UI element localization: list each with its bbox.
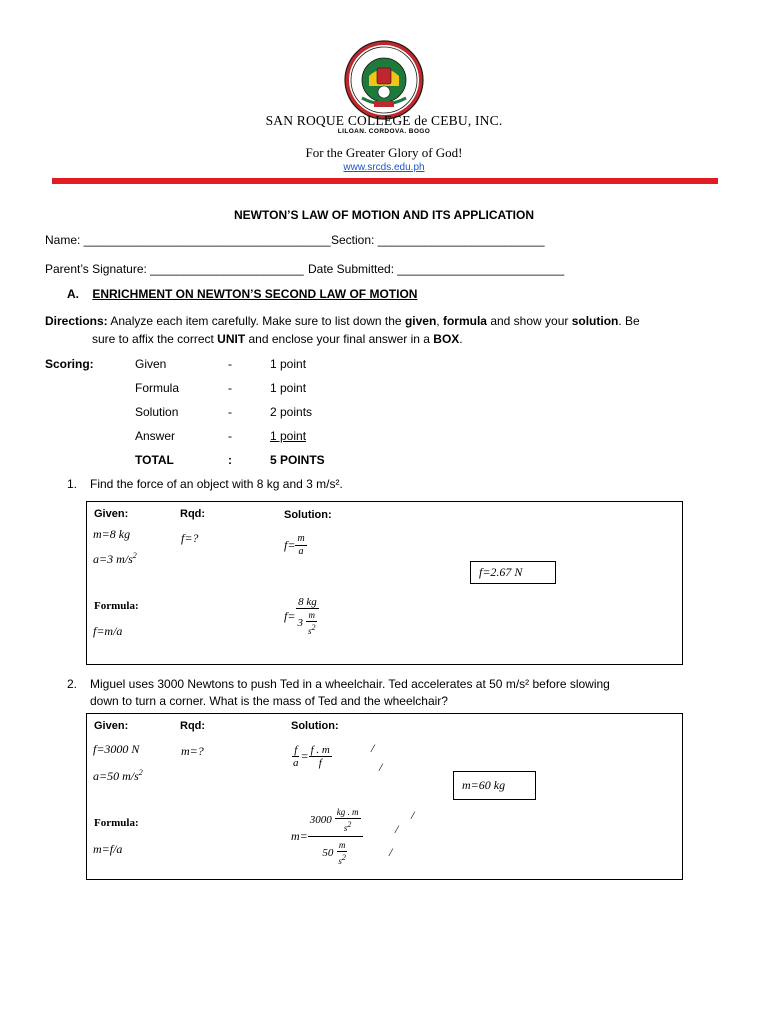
scoring-points: 1 point bbox=[270, 429, 307, 443]
question-2-answer-box bbox=[86, 713, 683, 880]
question-1-text: Find the force of an object with 8 kg and 3 m/s². bbox=[90, 477, 343, 491]
question-1-answer-box bbox=[86, 501, 683, 665]
school-campuses: LILOAN. CORDOVA. BOGO bbox=[337, 128, 431, 135]
q2-formula: m=f/a bbox=[93, 842, 123, 856]
q2-sol1-den-r: f bbox=[318, 757, 322, 769]
q2-sol1-eq: = bbox=[300, 749, 309, 763]
q1-rqd-label: Rqd: bbox=[180, 508, 206, 520]
q2-cancel-mark: / bbox=[389, 845, 393, 859]
section-a-heading bbox=[67, 287, 417, 301]
q2-sol2-num-num: kg . m bbox=[336, 807, 359, 817]
q1-solution-step1 bbox=[284, 533, 307, 558]
question-2-number: 2. bbox=[67, 677, 78, 691]
school-motto: For the Greater Glory of God! bbox=[305, 145, 463, 160]
scoring-sep: - bbox=[228, 357, 232, 371]
q1-given-label: Given: bbox=[94, 508, 129, 520]
scoring-total-points: 5 POINTS bbox=[270, 453, 325, 467]
scoring-item: Formula bbox=[135, 381, 180, 395]
section-field: Section: _________________________ bbox=[331, 233, 545, 247]
q2-cancel-mark: / bbox=[379, 760, 383, 774]
question-1-number: 1. bbox=[67, 477, 78, 491]
directions-part: and enclose your final answer in a bbox=[245, 332, 434, 346]
q2-solution-step2: m= 3000 $\frac{kg . m}{s^2}$ 50 $\frac{m}{s^2}$ bbox=[291, 806, 363, 867]
parent-signature-field: Parent’s Signature: _______________________ bbox=[45, 262, 304, 276]
q2-cancel-mark: / bbox=[411, 808, 415, 822]
q1-sol2-den-coef: 3 bbox=[297, 617, 303, 629]
q2-sol2-den-den: s bbox=[338, 856, 342, 866]
q2-formula-label: Formula: bbox=[94, 817, 139, 829]
directions-solution: solution bbox=[571, 314, 619, 328]
q2-sol2-num-coef: 3000 bbox=[309, 814, 332, 826]
q1-sol-lhs: f= bbox=[284, 609, 296, 623]
q2-required: m=? bbox=[181, 744, 204, 758]
q1-final-answer-box: f=2.67 N bbox=[470, 561, 556, 584]
q1-sol2-num: 8 kg bbox=[298, 596, 317, 608]
directions-unit: UNIT bbox=[217, 332, 246, 346]
scoring-total-item: TOTAL bbox=[135, 453, 174, 467]
q1-formula-label: Formula: bbox=[94, 600, 139, 612]
q2-cancel-mark: / bbox=[371, 741, 375, 755]
directions-part: Analyze each item carefully. Make sure to list down the bbox=[107, 314, 405, 328]
scoring-points: 2 points bbox=[270, 405, 313, 419]
q2-sol1-den-l: a bbox=[293, 757, 299, 769]
q2-cancel-mark: / bbox=[395, 822, 399, 836]
q2-sol2-lhs: m= bbox=[291, 829, 308, 843]
q2-given-acceleration: a=50 $m/s^2$ bbox=[93, 768, 143, 783]
name-field: Name: _____________________________________ bbox=[45, 233, 331, 247]
question-2-text-line1: Miguel uses 3000 Newtons to push Ted in a wheelchair. Ted accelerates at 50 m/s² before slowing bbox=[90, 677, 610, 691]
q1-required: f=? bbox=[181, 531, 199, 545]
scoring-sep: - bbox=[228, 429, 232, 443]
scoring-points: 1 point bbox=[270, 357, 307, 371]
q2-given-label: Given: bbox=[94, 720, 129, 732]
q1-sol2-den-num: m bbox=[308, 610, 315, 620]
worksheet-title: NEWTON’S LAW OF MOTION AND ITS APPLICATION bbox=[234, 208, 534, 222]
q2-sol1-num-r: f . m bbox=[310, 744, 330, 756]
directions-part: and show your bbox=[486, 314, 572, 328]
directions-part: . bbox=[459, 332, 463, 346]
directions-label: Directions: bbox=[45, 314, 108, 328]
scoring-item: Solution bbox=[135, 405, 179, 419]
directions-part: , bbox=[436, 314, 443, 328]
section-a-title: ENRICHMENT ON NEWTON’S SECOND LAW OF MOTION bbox=[92, 287, 418, 301]
q2-given-acceleration-value: a=50 m/s bbox=[93, 769, 139, 783]
q2-given-force: f=3000 N bbox=[93, 742, 140, 756]
q1-solution-label: Solution: bbox=[284, 509, 332, 521]
q1-solution-step2: f= 8 kg 3 $\frac{m}{s^2}$ bbox=[284, 596, 317, 636]
directions-formula: formula bbox=[442, 314, 487, 328]
q2-solution-step1 bbox=[291, 744, 332, 769]
directions-box: BOX bbox=[433, 332, 460, 346]
scoring-sep: : bbox=[228, 453, 232, 467]
school-seal-logo bbox=[344, 40, 424, 120]
school-website-link[interactable]: www.srcds.edu.ph bbox=[343, 162, 425, 173]
q1-sol2-den-den: s bbox=[307, 626, 312, 636]
q2-final-answer-box: m=60 kg bbox=[453, 771, 536, 800]
school-name: SAN ROQUE COLLEGE de CEBU, INC. bbox=[265, 113, 503, 128]
q1-sol-lhs: f= bbox=[284, 538, 296, 552]
directions-text bbox=[45, 312, 725, 348]
q2-rqd-label: Rqd: bbox=[180, 720, 206, 732]
q1-given-acceleration: a=3 $m/s^2$ bbox=[93, 551, 137, 566]
scoring-label: Scoring: bbox=[45, 357, 94, 371]
scoring-item: Given bbox=[135, 357, 167, 371]
section-a-letter: A. bbox=[67, 287, 79, 301]
q1-formula: f=m/a bbox=[93, 624, 123, 638]
q1-given-acceleration-value: a=3 m/s bbox=[93, 552, 133, 566]
scoring-sep: - bbox=[228, 381, 232, 395]
q2-sol2-num-den: s bbox=[343, 823, 348, 833]
q2-solution-label: Solution: bbox=[291, 720, 339, 732]
q2-sol2-den-coef: 50 bbox=[322, 847, 334, 859]
q1-sol1-den: a bbox=[298, 546, 304, 557]
question-2-text-line2: down to turn a corner. What is the mass of Ted and the wheelchair? bbox=[90, 694, 448, 708]
scoring-item: Answer bbox=[135, 429, 176, 443]
q2-sol1-num-l: f bbox=[294, 744, 298, 756]
q1-given-mass: m=8 kg bbox=[93, 527, 131, 541]
scoring-sep: - bbox=[228, 405, 232, 419]
directions-given: given bbox=[404, 314, 437, 328]
q2-sol2-den-num: m bbox=[338, 840, 346, 850]
date-submitted-field: Date Submitted: _________________________ bbox=[308, 262, 565, 276]
header-divider bbox=[52, 178, 718, 184]
directions-part: sure to affix the correct bbox=[92, 332, 218, 346]
scoring-points: 1 point bbox=[270, 381, 307, 395]
q1-sol1-num: m bbox=[297, 533, 305, 544]
directions-part: . Be bbox=[618, 314, 640, 328]
